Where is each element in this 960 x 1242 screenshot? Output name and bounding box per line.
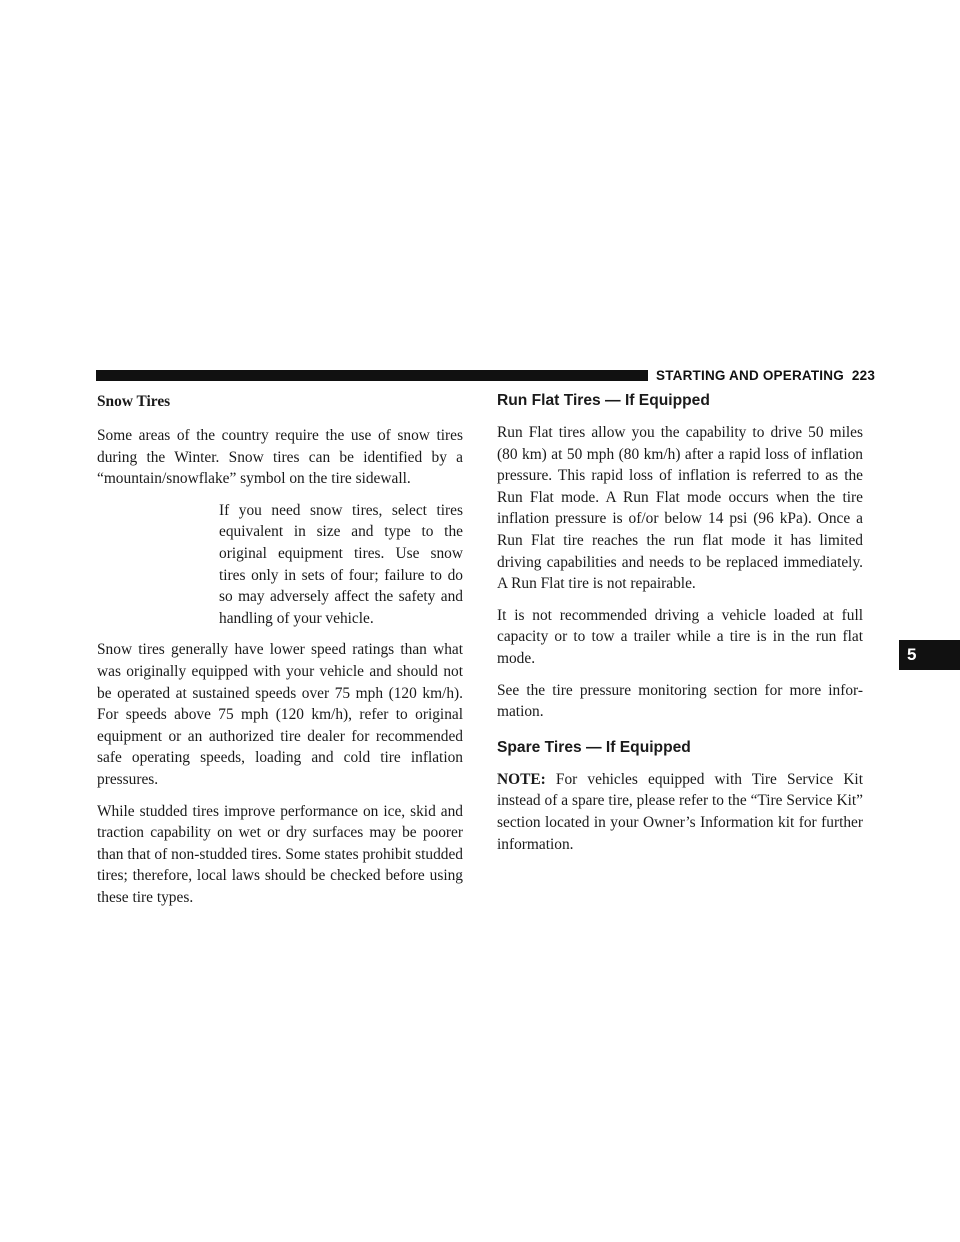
note-paragraph — [497, 769, 863, 855]
right-column — [497, 390, 863, 865]
left-column — [97, 390, 463, 918]
running-header — [656, 366, 876, 386]
note-text: For vehicles equipped with Tire Service Kit instead of a spare tire, please refer to the “Tire Service Kit” section located in your Owner’s Information kit for further information. — [497, 770, 863, 853]
paragraph: It is not recommended driving a vehicle loaded at full capacity or to tow a trailer while a tire is in the run flat mode. — [497, 606, 863, 667]
section-title: STARTING AND OPERATING — [656, 368, 844, 383]
paragraph: See the tire pressure monitoring section for more infor-mation. — [497, 681, 863, 721]
caution-paragraph: If you need snow tires, select tires equivalent in size and type to the original equipment tires. Use snow tires only in sets of four; failure to do so may adversely affect the safety and handling of your vehicle. — [219, 501, 463, 627]
paragraph: Run Flat tires allow you the capability to drive 50 miles (80 km) at 50 mph (80 km/h) after a rapid loss of inflation pressure. This rapid loss of inflation is referred to as the Run Flat mode. A Run Flat mode occurs when the tire inflation pressure is of/or below 14 psi (96 kPa). Once a Run Flat tire reaches the run flat mode it has limited driving capabilities and needs to be replaced immediately. A Run Flat tire is not repairable. — [497, 424, 863, 593]
paragraph: Snow tires generally have lower speed ratings than what was originally equipped with your vehicle and should not be operated at sustained speeds over 75 mph (120 km/h). For speeds above 75 mph (120 km/h), refer to original equipment or an authorized tire dealer for recommended safe operating speeds, loading and cold tire inflation pressures. — [97, 641, 463, 788]
paragraph: Some areas of the country require the use of snow tires during the Winter. Snow tires can be identified by a “mountain/snowflake” symbol on the tire sidewall. — [97, 427, 463, 488]
snow-tires-heading: Snow Tires — [97, 393, 171, 410]
paragraph: While studded tires improve performance on ice, skid and traction capability on wet or dry surfaces may be poorer than that of non-studded tires. Some states prohibit studded tires; therefore, local laws should be checked before using these tire types. — [97, 802, 463, 906]
header-rule — [96, 370, 648, 381]
spare-tires-heading: Spare Tires — If Equipped — [497, 738, 691, 756]
note-label: NOTE: — [497, 770, 546, 788]
chapter-tab: 5 — [899, 640, 960, 670]
page-number: 223 — [851, 368, 876, 383]
run-flat-heading: Run Flat Tires — If Equipped — [497, 392, 710, 409]
